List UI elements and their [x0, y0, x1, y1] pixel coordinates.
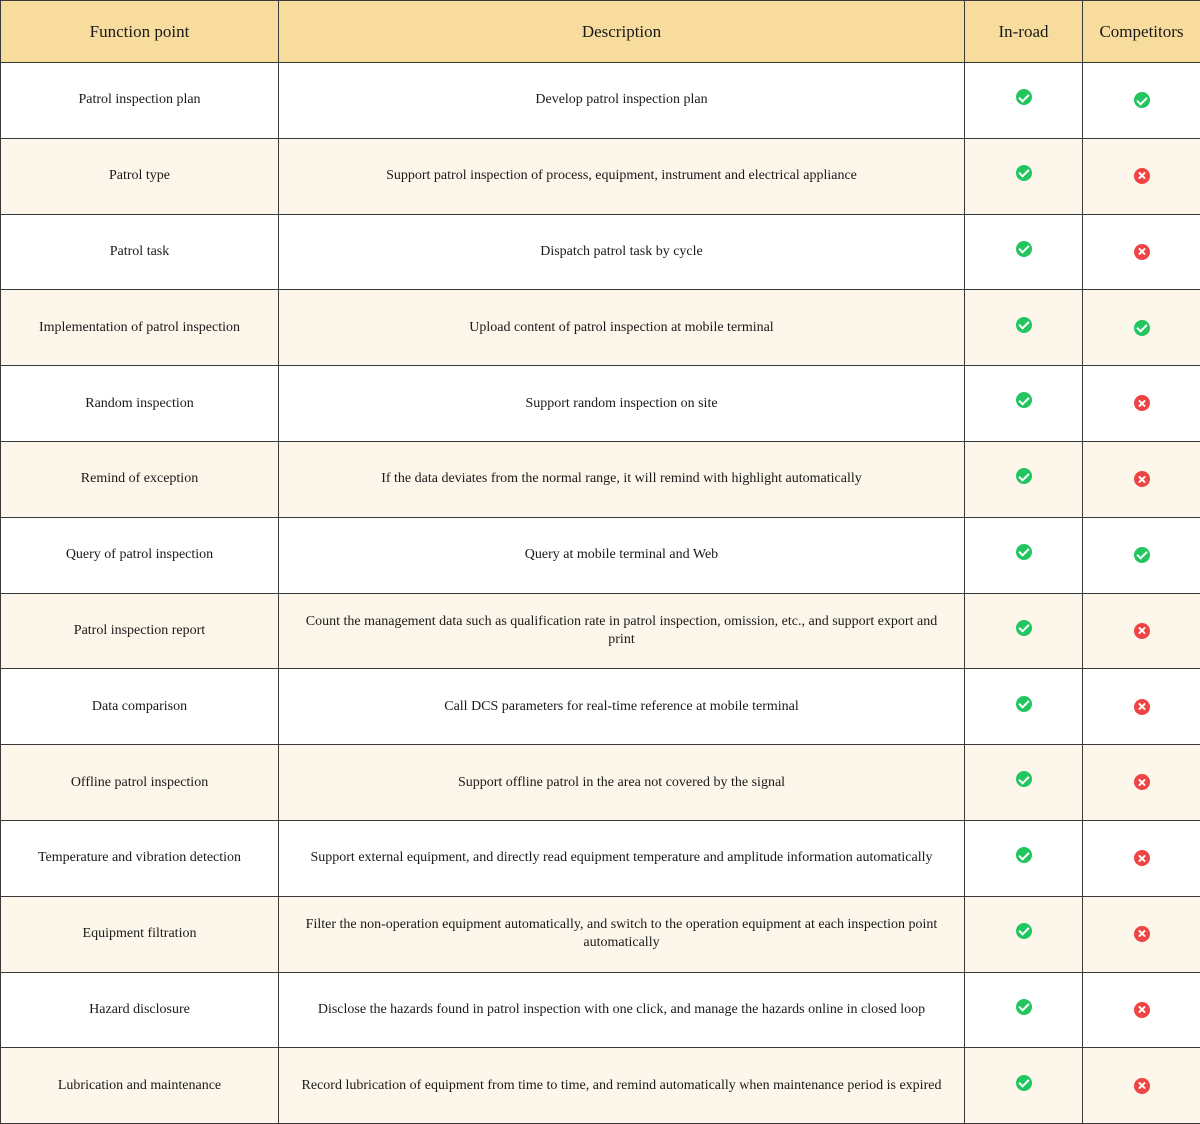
in-road-cell — [965, 290, 1083, 366]
in-road-cell — [965, 366, 1083, 442]
check-circle-icon — [1016, 923, 1032, 939]
x-circle-icon — [1134, 699, 1150, 715]
table-row — [1, 820, 1200, 896]
in-road-cell — [965, 63, 1083, 139]
x-circle-icon — [1134, 926, 1150, 942]
function-point-cell: Patrol inspection report — [1, 593, 279, 669]
function-point-cell: Query of patrol inspection — [1, 517, 279, 593]
check-circle-icon — [1016, 847, 1032, 863]
table-row — [1, 290, 1200, 366]
competitors-cell — [1083, 896, 1200, 972]
function-point-cell: Temperature and vibration detection — [1, 820, 279, 896]
in-road-cell — [965, 593, 1083, 669]
check-circle-icon — [1016, 696, 1032, 712]
function-point-cell: Patrol type — [1, 138, 279, 214]
description-cell: Upload content of patrol inspection at mobile terminal — [279, 290, 965, 366]
function-point-cell: Offline patrol inspection — [1, 745, 279, 821]
description-cell: Dispatch patrol task by cycle — [279, 214, 965, 290]
table-header — [1, 1, 1200, 63]
function-point-cell: Patrol inspection plan — [1, 63, 279, 139]
in-road-cell — [965, 745, 1083, 821]
competitors-cell — [1083, 972, 1200, 1048]
function-point-cell: Remind of exception — [1, 441, 279, 517]
header-function-point: Function point — [1, 1, 279, 63]
competitors-cell — [1083, 366, 1200, 442]
check-circle-icon — [1016, 544, 1032, 560]
x-circle-icon — [1134, 244, 1150, 260]
table-row — [1, 366, 1200, 442]
check-circle-icon — [1016, 771, 1032, 787]
table-row — [1, 441, 1200, 517]
competitors-cell — [1083, 1048, 1200, 1124]
check-circle-icon — [1016, 165, 1032, 181]
check-circle-icon — [1016, 317, 1032, 333]
x-circle-icon — [1134, 471, 1150, 487]
table-row — [1, 669, 1200, 745]
in-road-cell — [965, 972, 1083, 1048]
table-row — [1, 63, 1200, 139]
check-circle-icon — [1016, 392, 1032, 408]
description-cell: Support external equipment, and directly read equipment temperature and amplitude information automatically — [279, 820, 965, 896]
table-body — [1, 63, 1200, 1124]
table-row — [1, 517, 1200, 593]
description-cell: Disclose the hazards found in patrol inspection with one click, and manage the hazards online in closed loop — [279, 972, 965, 1048]
x-circle-icon — [1134, 623, 1150, 639]
x-circle-icon — [1134, 168, 1150, 184]
function-point-cell: Lubrication and maintenance — [1, 1048, 279, 1124]
check-circle-icon — [1134, 320, 1150, 336]
function-point-cell: Implementation of patrol inspection — [1, 290, 279, 366]
check-circle-icon — [1134, 92, 1150, 108]
function-point-cell: Data comparison — [1, 669, 279, 745]
table-row — [1, 138, 1200, 214]
in-road-cell — [965, 214, 1083, 290]
check-circle-icon — [1016, 1075, 1032, 1091]
in-road-cell — [965, 517, 1083, 593]
header-description: Description — [279, 1, 965, 63]
in-road-cell — [965, 138, 1083, 214]
description-cell: Call DCS parameters for real-time reference at mobile terminal — [279, 669, 965, 745]
check-circle-icon — [1016, 999, 1032, 1015]
function-point-cell: Equipment filtration — [1, 896, 279, 972]
x-circle-icon — [1134, 850, 1150, 866]
header-in-road: In-road — [965, 1, 1083, 63]
table-row — [1, 972, 1200, 1048]
function-point-cell: Random inspection — [1, 366, 279, 442]
x-circle-icon — [1134, 395, 1150, 411]
function-point-cell: Patrol task — [1, 214, 279, 290]
in-road-cell — [965, 441, 1083, 517]
in-road-cell — [965, 669, 1083, 745]
table-row — [1, 593, 1200, 669]
x-circle-icon — [1134, 1078, 1150, 1094]
competitors-cell — [1083, 745, 1200, 821]
check-circle-icon — [1016, 620, 1032, 636]
description-cell: Query at mobile terminal and Web — [279, 517, 965, 593]
check-circle-icon — [1016, 468, 1032, 484]
table-row — [1, 1048, 1200, 1124]
competitors-cell — [1083, 593, 1200, 669]
description-cell: If the data deviates from the normal range, it will remind with highlight automatically — [279, 441, 965, 517]
competitors-cell — [1083, 290, 1200, 366]
competitors-cell — [1083, 669, 1200, 745]
competitors-cell — [1083, 138, 1200, 214]
description-cell: Support random inspection on site — [279, 366, 965, 442]
description-cell: Develop patrol inspection plan — [279, 63, 965, 139]
table-row — [1, 214, 1200, 290]
description-cell: Filter the non-operation equipment automatically, and switch to the operation equipment at each inspection point automatically — [279, 896, 965, 972]
header-competitors: Competitors — [1083, 1, 1200, 63]
x-circle-icon — [1134, 774, 1150, 790]
in-road-cell — [965, 820, 1083, 896]
competitors-cell — [1083, 517, 1200, 593]
function-point-cell: Hazard disclosure — [1, 972, 279, 1048]
table-row — [1, 745, 1200, 821]
description-cell: Support patrol inspection of process, equipment, instrument and electrical appliance — [279, 138, 965, 214]
competitors-cell — [1083, 63, 1200, 139]
table-row — [1, 896, 1200, 972]
check-circle-icon — [1016, 241, 1032, 257]
description-cell: Record lubrication of equipment from time to time, and remind automatically when maintenance period is expired — [279, 1048, 965, 1124]
competitors-cell — [1083, 214, 1200, 290]
competitors-cell — [1083, 441, 1200, 517]
x-circle-icon — [1134, 1002, 1150, 1018]
in-road-cell — [965, 1048, 1083, 1124]
check-circle-icon — [1016, 89, 1032, 105]
competitors-cell — [1083, 820, 1200, 896]
description-cell: Support offline patrol in the area not covered by the signal — [279, 745, 965, 821]
in-road-cell — [965, 896, 1083, 972]
check-circle-icon — [1134, 547, 1150, 563]
description-cell: Count the management data such as qualification rate in patrol inspection, omission, etc., and support export and print — [279, 593, 965, 669]
header-row — [1, 1, 1200, 63]
